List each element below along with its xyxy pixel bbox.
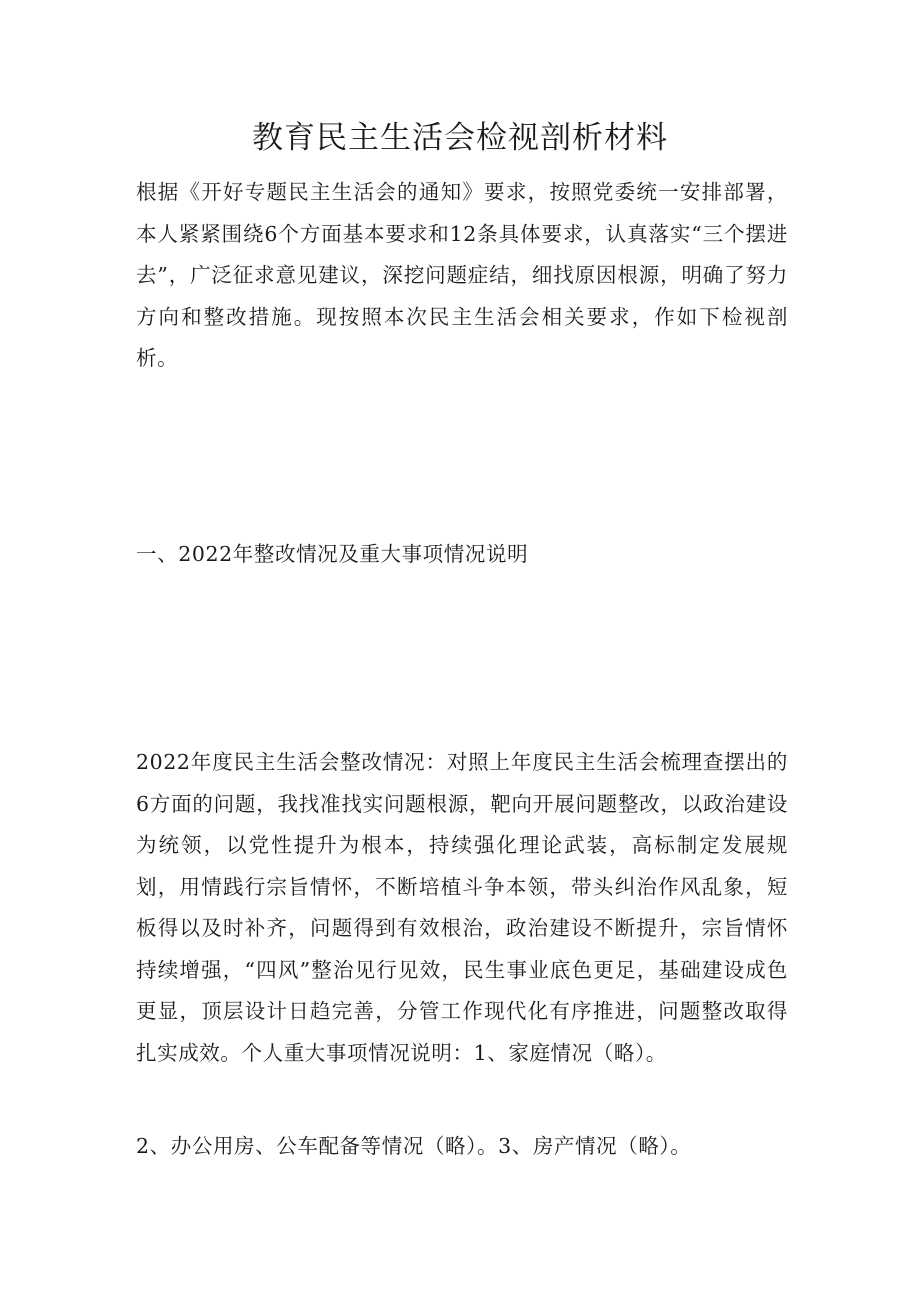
intro-paragraph: 根据《开好专题民主生活会的通知》要求，按照党委统一安排部署，本人紧紧围绕6个方面基本要求和12条具体要求，认真落实“三个摆进去”，广泛征求意见建议，深挖问题症结，细找原因根源，明确了努力方向和整改措施。现按照本次民主生活会相关要求，作如下检视剖析。 <box>136 180 788 370</box>
document-title: 教育民主生活会检视剖析材料 <box>252 120 668 156</box>
items-paragraph: 2、办公用房、公车配备等情况（略）。3、房产情况（略）。 <box>136 1134 692 1158</box>
section-heading: 一、2022年整改情况及重大事项情况说明 <box>136 542 529 566</box>
body-paragraph: 2022年度民主生活会整改情况：对照上年度民主生活会梳理查摆出的6方面的问题，我找准找实问题根源，靶向开展问题整改，以政治建设为统领，以党性提升为根本，持续强化理论武装，高标制定发展规划，用情践行宗旨情怀，不断培植斗争本领，带头纠治作风乱象，短板得以及时补齐，问题得到有效根治，政治建设不断提升，宗旨情怀持续增强，“四风”整治见行见效，民生事业底色更足，基础建设成色更显，顶层设计日趋完善，分管工作现代化有序推进，问题整改取得扎实成效。个人重大事项情况说明：1、家庭情况（略）。 <box>136 750 788 1065</box>
